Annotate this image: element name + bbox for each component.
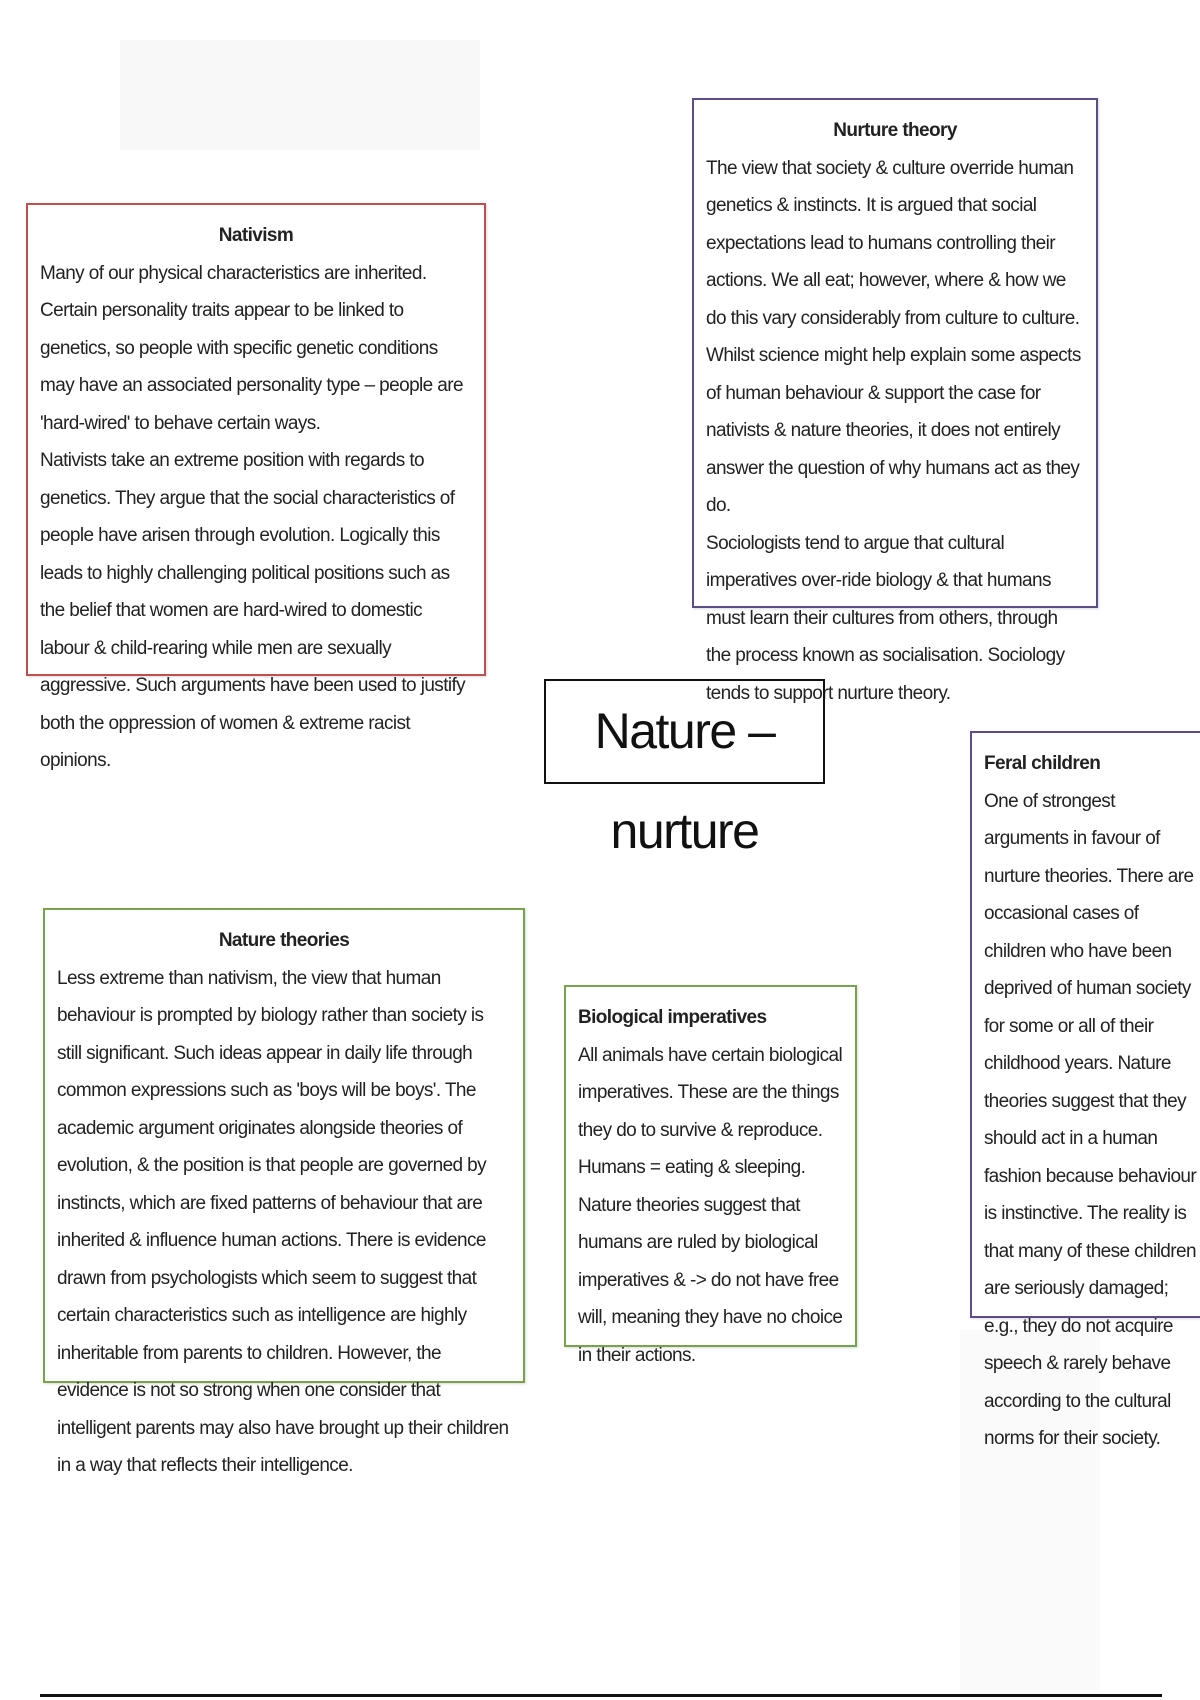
nativism-paragraph-2: Nativists take an extreme position with regards to genetics. They argue that the social characteristics of people have arisen through evolution. Logically this leads to highly challenging political positions such as the belief that women are hard-wired to domestic labour & child-rearing while men are sexually aggressive. Such arguments have been used to justify both the oppression of women & extreme racist opinions. xyxy=(40,450,466,771)
nature-theories-box xyxy=(43,908,525,1476)
nurture-theory-box xyxy=(692,98,1098,704)
nurture-theory-paragraph-1: The view that society & culture override human genetics & instincts. It is argued that social expectations lead to humans controlling their actions. We all eat; however, where & how we do this vary considerably from culture to culture. Whilst science might help explain some aspects of human behaviour & support the case for nativists & nature theories, it does not entirely answer the question of why humans act as they do. xyxy=(706,157,1081,516)
biological-imperatives-heading: Biological imperatives xyxy=(578,1007,767,1028)
biological-imperatives-box xyxy=(564,985,857,1366)
bottom-divider xyxy=(40,1694,1162,1697)
nativism-box xyxy=(26,203,486,771)
page-title: Nature – nurture xyxy=(544,679,825,784)
nurture-theory-heading: Nurture theory xyxy=(833,120,957,141)
feral-children-paragraph: One of strongest arguments in favour of nurture theories. There are occasional cases of children who have been deprived of human society for some or all of their childhood years. Nature theories suggest that they should act in a human fashion because behaviour is instinctive. The reality is that many of these children are seriously damaged; e.g., they do not acquire speech & rarely behave according to the cultural norms for their society. xyxy=(984,790,1197,1449)
nurture-theory-paragraph-2: Sociologists tend to argue that cultural imperatives over-ride biology & that humans must learn their cultures from others, through the process known as socialisation. Sociology tends to support nurture theory. xyxy=(706,532,1065,704)
feral-children-heading: Feral children xyxy=(984,753,1101,774)
feral-children-box xyxy=(970,731,1200,1449)
nativism-heading: Nativism xyxy=(218,225,294,246)
biological-imperatives-paragraph: All animals have certain biological imperatives. These are the things they do to survive & reproduce. Humans = eating & sleeping. Nature theories suggest that humans are ruled by biological imperatives & -> do not have free will, meaning they have no choice in their actions. xyxy=(578,1044,843,1366)
nature-theories-heading: Nature theories xyxy=(218,930,350,951)
faint-watermark xyxy=(120,40,480,150)
nativism-paragraph-1: Many of our physical characteristics are inherited. Certain personality traits appear to be linked to genetics, so people with specific genetic conditions may have an associated personality type – people are 'hard-wired' to behave certain ways. xyxy=(40,262,463,434)
nature-theories-paragraph: Less extreme than nativism, the view that human behaviour is prompted by biology rather than society is still significant. Such ideas appear in daily life through common expressions such as 'boys will be boys'. The academic argument originates alongside theories of evolution, & the position is that people are governed by instincts, which are fixed patterns of behaviour that are inherited & influence human actions. There is evidence drawn from psychologists which seem to suggest that certain characteristics such as intelligence are highly inheritable from parents to children. However, the evidence is not so strong when one consider that intelligent parents may also have brought up their children in a way that reflects their intelligence. xyxy=(57,967,509,1476)
